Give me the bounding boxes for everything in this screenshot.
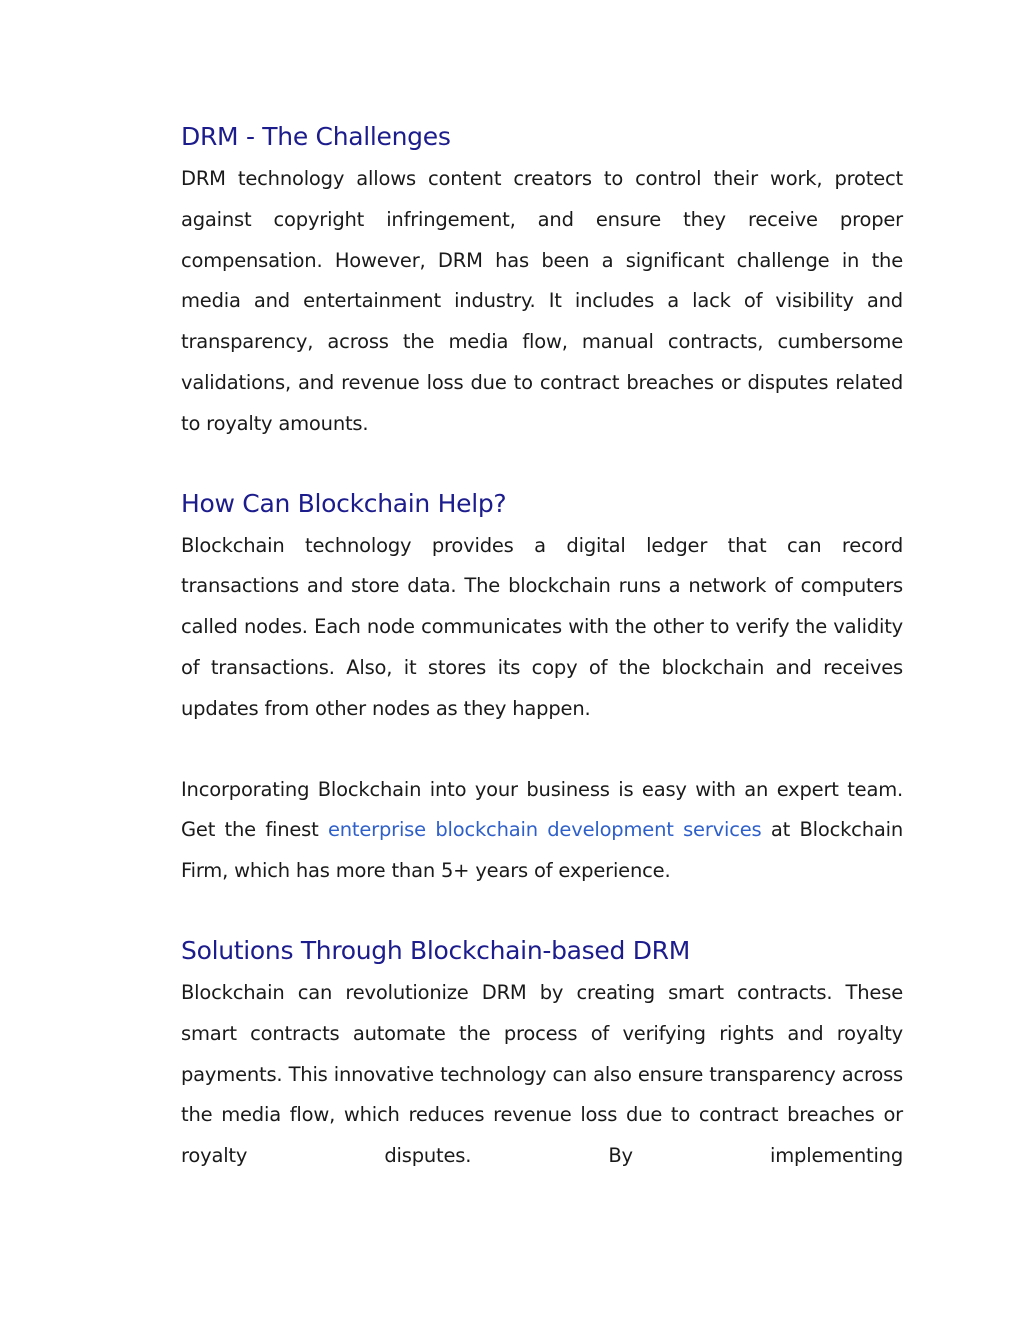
promo-text-after-link: at Blockchain Firm, which has more than 5+ years of experience. — [181, 818, 903, 883]
section-paragraph-blockchain-drm-solutions: Blockchain can revolutionize DRM by creating smart contracts. These smart contracts automate the process of verifying rights and royalty payments. This innovative technology can also ensure transparency across the media flow, which reduces revenue loss due to contract breaches or royalty disputes. By implementing — [181, 980, 903, 1168]
section-heading-drm-challenges: DRM - The Challenges — [181, 122, 451, 151]
enterprise-blockchain-services-link[interactable]: enterprise blockchain development services — [327, 818, 762, 842]
paragraph-spacer — [181, 730, 903, 770]
section-heading-blockchain-help: How Can Blockchain Help? — [181, 488, 507, 518]
section-heading-blockchain-drm-solutions: Solutions Through Blockchain-based DRM — [181, 935, 690, 965]
section-paragraph-drm-challenges: DRM technology allows content creators to control their work, protect against copyright infringement, and ensure they receive proper compensation. However, DRM has been a significant challenge in the media and entertainment industry. It includes a lack of visibility and transparency, across the media flow, manual contracts, cumbersome validations, and revenue loss due to contract breaches or disputes related to royalty amounts. — [181, 167, 903, 435]
promo-paragraph — [181, 770, 903, 892]
section-paragraph-blockchain-help: Blockchain technology provides a digital ledger that can record transactions and store data. The blockchain runs a network of computers called nodes. Each node communicates with the other to verify the validity of transactions. Also, it stores its copy of the blockchain and receives updates from other nodes as they happen. — [181, 533, 903, 720]
promo-text-before-link: Incorporating Blockchain into your business is easy with an expert team. Get the finest — [181, 777, 903, 842]
section-spacer — [181, 892, 903, 932]
document-page — [181, 118, 903, 1177]
section-spacer — [181, 445, 903, 485]
